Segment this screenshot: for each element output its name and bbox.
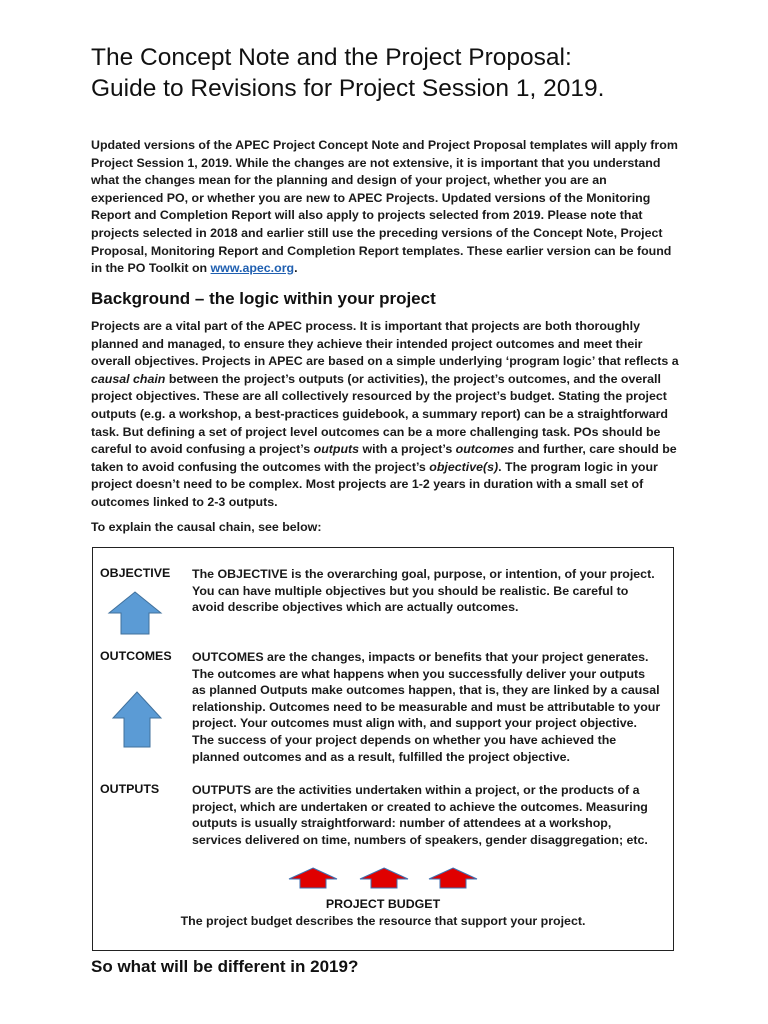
objective-description: The OBJECTIVE is the overarching goal, purpose, or intention, of your project. You can have multiple objectives but you should be realistic. Be careful to avoid describe objectives which are actually outcomes. [192, 567, 655, 615]
bg-text-3: with a project’s [359, 442, 456, 457]
objective-label: OBJECTIVE [100, 566, 171, 580]
outputs-label: OUTPUTS [100, 782, 160, 796]
title-line-2: Guide to Revisions for Project Session 1, 2019. [91, 75, 605, 102]
bg-text-2: between the project’s outputs (or activities), the project’s outcomes, and the overall project objectives. These are all collectively resourced by the project’s budget. Stating the project outputs (e.g. a workshop, a best-practices guidebook, a summary report) can be a straightforward task. But defining a set of project level outcomes can be a more challenging task. POs should be careful to avoid confusing a project’s [91, 371, 668, 457]
bg-text-5: . The program logic in your project doesn’t need to be complex. Most projects are 1-2 years in duration with a small set of outcomes linked to 2-3 outputs. [91, 459, 658, 509]
budget-arrow-1-icon [287, 867, 339, 889]
budget-arrow-2-icon [358, 867, 410, 889]
intro-text: Updated versions of the APEC Project Concept Note and Project Proposal templates will apply from Project Session 1, 2019. While the changes are not extensive, it is important that you understand what the changes mean for the planning and design of your project, whether you are an experienced PO, or whether you are new to APEC Projects. Updated versions of the Monitoring Report and Completion Report will also apply to projects selected from 2019. Please note that projects selected in 2018 and earlier still use the preceding versions of the Concept Note, Project Proposal, Monitoring Report and Completion Report templates. These earlier version can be found in the PO Toolkit on [91, 138, 678, 276]
budget-description: The project budget describes the resource that support your project. [180, 914, 586, 928]
title-line-1: The Concept Note and the Project Proposal: [91, 44, 572, 71]
budget-arrow-3-icon [427, 867, 479, 889]
bg-text-1: Projects are a vital part of the APEC process. It is important that projects are both thoroughly planned and managed, to ensure they achieve their intended project outcomes and meet their overall objectives. Projects in APEC are based on a simple underlying ‘program logic’ that reflects a [91, 319, 679, 369]
outcomes-up-arrow-icon [111, 691, 163, 748]
causal-chain-box [92, 547, 674, 951]
outcomes-label: OUTCOMES [100, 649, 172, 663]
intro-end: . [294, 261, 298, 276]
bg-ital-outputs: outputs [313, 442, 360, 457]
bg-ital-outcomes: outcomes [455, 442, 515, 457]
intro-paragraph [91, 137, 681, 278]
objective-up-arrow-icon [107, 591, 163, 635]
background-paragraph [91, 318, 681, 512]
bg-ital-objectives: objective(s) [429, 459, 499, 474]
bg-ital-causal-chain: causal chain [91, 371, 166, 386]
budget-label: PROJECT BUDGET [325, 897, 441, 911]
next-section-heading: So what will be different in 2019? [91, 957, 359, 976]
explain-line: To explain the causal chain, see below: [91, 520, 322, 534]
background-heading: Background – the logic within your project [91, 289, 436, 308]
document-title [91, 42, 731, 104]
bg-text-4: and further, care should be taken to avoid confusing the outcomes with the project’s [91, 442, 677, 474]
outcomes-description: OUTCOMES are the changes, impacts or benefits that your project generates. The outcomes are what happens when you successfully deliver your outputs as planned Outputs make outcomes happen, that is, they are linked by a causal relationship. Outcomes need to be measurable and must be attributable to your project. Your outcomes must align with, and support your project objective. The success of your project depends on whether you have achieved the planned outcomes and as a result, fulfilled the project objective. [192, 650, 661, 764]
apec-link[interactable]: www.apec.org [210, 261, 295, 276]
outputs-description: OUTPUTS are the activities undertaken within a project, or the products of a project, which are undertaken or created to achieve the outcomes. Measuring outputs is usually straightforward: number of attendees at a workshop, services delivered on time, numbers of speakers, gender disaggregation; etc. [192, 783, 648, 847]
